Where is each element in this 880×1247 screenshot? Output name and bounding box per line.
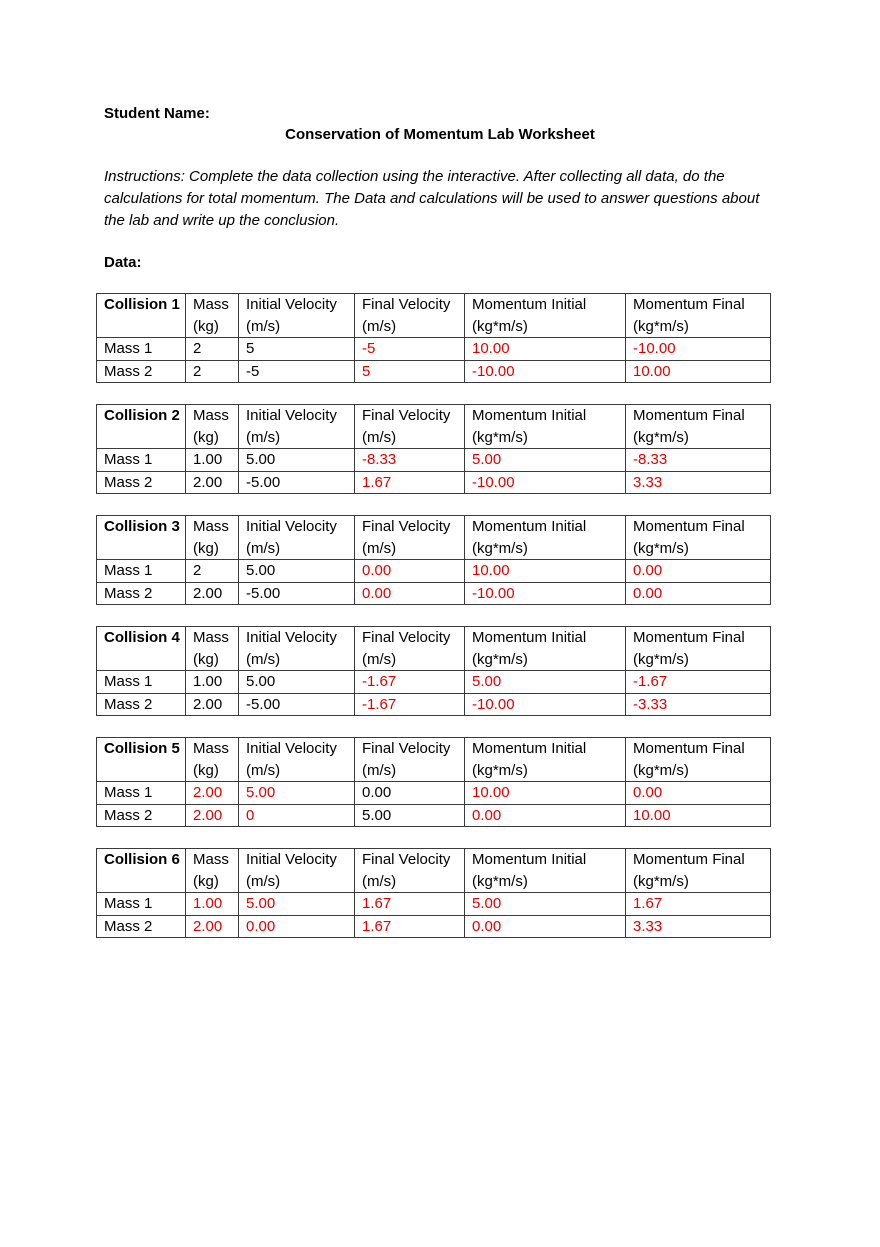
- column-header-line: (kg*m/s): [472, 539, 528, 557]
- column-header-line: Initial Velocity: [246, 407, 337, 424]
- column-header-line: (kg*m/s): [633, 539, 689, 557]
- cell-vi: -5.00: [239, 582, 355, 605]
- column-header-vf: [355, 405, 465, 449]
- column-header-mass: [186, 849, 239, 893]
- collision-title: Collision 2: [97, 405, 186, 449]
- column-header-mass: [186, 516, 239, 560]
- column-header-line: Momentum Initial: [472, 629, 587, 646]
- collision-tables: [96, 293, 770, 959]
- column-header-line: (kg*m/s): [472, 761, 528, 779]
- collision-table: [96, 515, 771, 605]
- collision-table: [96, 404, 771, 494]
- column-header-line: (kg): [193, 317, 219, 335]
- column-header-line: Initial Velocity: [246, 296, 337, 313]
- cell-vf: -1.67: [355, 671, 465, 694]
- cell-vf: 1.67: [355, 893, 465, 916]
- cell-vi: 5: [239, 338, 355, 361]
- cell-mass: 2.00: [186, 804, 239, 827]
- table-header-row: [97, 294, 771, 338]
- column-header-pf: [626, 849, 771, 893]
- column-header-line: (kg*m/s): [472, 650, 528, 668]
- column-header-line: (m/s): [246, 539, 281, 557]
- column-header-line: (kg*m/s): [633, 872, 689, 890]
- collision-title: Collision 4: [97, 627, 186, 671]
- column-header-line: Final Velocity: [362, 851, 451, 868]
- column-header-line: Momentum Final: [633, 518, 745, 535]
- column-header-line: Final Velocity: [362, 740, 451, 757]
- cell-pf: 0.00: [626, 582, 771, 605]
- column-header-line: (m/s): [362, 317, 397, 335]
- cell-mass: 2: [186, 560, 239, 583]
- cell-pi: -10.00: [465, 471, 626, 494]
- cell-pi: -10.00: [465, 360, 626, 383]
- column-header-line: Mass: [193, 407, 229, 424]
- row-label: Mass 1: [97, 560, 186, 583]
- table-row: [97, 915, 771, 938]
- table-row: [97, 671, 771, 694]
- column-header-pi: [465, 294, 626, 338]
- column-header-line: (kg*m/s): [633, 761, 689, 779]
- table-row: [97, 560, 771, 583]
- table-header-row: [97, 627, 771, 671]
- column-header-pf: [626, 405, 771, 449]
- cell-vi: -5.00: [239, 693, 355, 716]
- column-header-vf: [355, 516, 465, 560]
- cell-pf: 0.00: [626, 560, 771, 583]
- column-header-pf: [626, 516, 771, 560]
- cell-vi: -5.00: [239, 471, 355, 494]
- cell-pf: -1.67: [626, 671, 771, 694]
- column-header-line: Momentum Initial: [472, 518, 587, 535]
- column-header-line: Mass: [193, 296, 229, 313]
- cell-pf: 1.67: [626, 893, 771, 916]
- column-header-line: (m/s): [246, 428, 281, 446]
- table-header-row: [97, 405, 771, 449]
- collision-title: Collision 5: [97, 738, 186, 782]
- cell-vi: 5.00: [239, 449, 355, 472]
- cell-pf: -8.33: [626, 449, 771, 472]
- column-header-line: (kg*m/s): [633, 428, 689, 446]
- cell-vi: 5.00: [239, 671, 355, 694]
- column-header-line: (m/s): [362, 428, 397, 446]
- column-header-line: Momentum Final: [633, 629, 745, 646]
- column-header-line: (m/s): [246, 872, 281, 890]
- cell-pf: -10.00: [626, 338, 771, 361]
- row-label: Mass 2: [97, 804, 186, 827]
- collision-table: [96, 848, 771, 938]
- cell-vf: 1.67: [355, 915, 465, 938]
- cell-vf: -5: [355, 338, 465, 361]
- row-label: Mass 1: [97, 671, 186, 694]
- cell-mass: 2.00: [186, 693, 239, 716]
- column-header-line: Initial Velocity: [246, 740, 337, 757]
- column-header-pf: [626, 738, 771, 782]
- row-label: Mass 2: [97, 360, 186, 383]
- cell-pi: 10.00: [465, 338, 626, 361]
- table-header-row: [97, 849, 771, 893]
- table-row: [97, 804, 771, 827]
- table-header-row: [97, 738, 771, 782]
- cell-vi: 5.00: [239, 782, 355, 805]
- cell-vi: 0.00: [239, 915, 355, 938]
- page-title: Conservation of Momentum Lab Worksheet: [285, 126, 595, 143]
- column-header-pi: [465, 627, 626, 671]
- column-header-mass: [186, 294, 239, 338]
- cell-vf: 5.00: [355, 804, 465, 827]
- cell-pi: -10.00: [465, 582, 626, 605]
- table-row: [97, 582, 771, 605]
- column-header-line: Initial Velocity: [246, 851, 337, 868]
- column-header-line: Mass: [193, 851, 229, 868]
- column-header-line: (m/s): [362, 761, 397, 779]
- column-header-mass: [186, 627, 239, 671]
- column-header-pi: [465, 516, 626, 560]
- column-header-line: Final Velocity: [362, 407, 451, 424]
- cell-mass: 2.00: [186, 915, 239, 938]
- column-header-pf: [626, 294, 771, 338]
- column-header-line: (m/s): [246, 317, 281, 335]
- column-header-mass: [186, 405, 239, 449]
- column-header-vf: [355, 627, 465, 671]
- cell-pf: 3.33: [626, 471, 771, 494]
- cell-mass: 2.00: [186, 782, 239, 805]
- column-header-line: Mass: [193, 629, 229, 646]
- table-row: [97, 782, 771, 805]
- cell-pf: 10.00: [626, 360, 771, 383]
- collision-table: [96, 737, 771, 827]
- cell-pi: 5.00: [465, 449, 626, 472]
- column-header-line: (m/s): [246, 761, 281, 779]
- column-header-line: (kg): [193, 539, 219, 557]
- column-header-line: Momentum Final: [633, 296, 745, 313]
- column-header-vi: [239, 627, 355, 671]
- column-header-vi: [239, 294, 355, 338]
- column-header-mass: [186, 738, 239, 782]
- cell-vf: -8.33: [355, 449, 465, 472]
- column-header-line: (m/s): [362, 539, 397, 557]
- cell-pf: 10.00: [626, 804, 771, 827]
- column-header-line: (kg*m/s): [633, 650, 689, 668]
- cell-mass: 1.00: [186, 671, 239, 694]
- cell-vf: -1.67: [355, 693, 465, 716]
- column-header-line: Final Velocity: [362, 296, 451, 313]
- collision-table: [96, 626, 771, 716]
- column-header-vf: [355, 738, 465, 782]
- cell-mass: 1.00: [186, 893, 239, 916]
- column-header-line: Momentum Initial: [472, 740, 587, 757]
- cell-vi: 5.00: [239, 560, 355, 583]
- cell-pi: -10.00: [465, 693, 626, 716]
- cell-vf: 0.00: [355, 582, 465, 605]
- column-header-line: (m/s): [362, 872, 397, 890]
- column-header-line: Momentum Initial: [472, 407, 587, 424]
- cell-pi: 5.00: [465, 893, 626, 916]
- instructions-text: Instructions: Complete the data collection using the interactive. After collecting all data, do the calculations for total momentum. The Data and calculations will be used to answer questions about the lab and write up the conclusion.: [104, 168, 760, 229]
- cell-pf: 0.00: [626, 782, 771, 805]
- row-label: Mass 1: [97, 338, 186, 361]
- table-row: [97, 893, 771, 916]
- cell-mass: 2.00: [186, 471, 239, 494]
- row-label: Mass 2: [97, 471, 186, 494]
- cell-mass: 1.00: [186, 449, 239, 472]
- cell-pi: 10.00: [465, 560, 626, 583]
- table-row: [97, 693, 771, 716]
- column-header-pi: [465, 405, 626, 449]
- cell-pi: 0.00: [465, 804, 626, 827]
- collision-table: [96, 293, 771, 383]
- column-header-pi: [465, 849, 626, 893]
- table-header-row: [97, 516, 771, 560]
- column-header-line: Mass: [193, 518, 229, 535]
- cell-pf: 3.33: [626, 915, 771, 938]
- column-header-vi: [239, 405, 355, 449]
- table-row: [97, 449, 771, 472]
- cell-pi: 0.00: [465, 915, 626, 938]
- student-name-label: Student Name:: [104, 105, 210, 122]
- row-label: Mass 1: [97, 449, 186, 472]
- table-row: [97, 471, 771, 494]
- cell-vf: 5: [355, 360, 465, 383]
- column-header-vf: [355, 849, 465, 893]
- column-header-line: (kg): [193, 650, 219, 668]
- cell-vi: 5.00: [239, 893, 355, 916]
- column-header-line: Initial Velocity: [246, 518, 337, 535]
- data-heading: Data:: [104, 254, 142, 271]
- column-header-line: Momentum Final: [633, 851, 745, 868]
- cell-pi: 5.00: [465, 671, 626, 694]
- column-header-vf: [355, 294, 465, 338]
- column-header-vi: [239, 738, 355, 782]
- column-header-line: (kg): [193, 872, 219, 890]
- column-header-line: (kg*m/s): [472, 317, 528, 335]
- cell-vi: 0: [239, 804, 355, 827]
- table-row: [97, 338, 771, 361]
- row-label: Mass 2: [97, 693, 186, 716]
- cell-pi: 10.00: [465, 782, 626, 805]
- column-header-line: Momentum Initial: [472, 851, 587, 868]
- column-header-line: (kg*m/s): [472, 428, 528, 446]
- column-header-line: (m/s): [362, 650, 397, 668]
- cell-mass: 2.00: [186, 582, 239, 605]
- row-label: Mass 1: [97, 782, 186, 805]
- column-header-line: Final Velocity: [362, 518, 451, 535]
- column-header-pf: [626, 627, 771, 671]
- collision-title: Collision 1: [97, 294, 186, 338]
- column-header-line: (kg*m/s): [633, 317, 689, 335]
- column-header-line: (kg): [193, 761, 219, 779]
- column-header-line: Final Velocity: [362, 629, 451, 646]
- row-label: Mass 2: [97, 582, 186, 605]
- column-header-line: (kg): [193, 428, 219, 446]
- column-header-pi: [465, 738, 626, 782]
- collision-title: Collision 3: [97, 516, 186, 560]
- cell-pf: -3.33: [626, 693, 771, 716]
- row-label: Mass 1: [97, 893, 186, 916]
- table-row: [97, 360, 771, 383]
- column-header-vi: [239, 849, 355, 893]
- cell-vf: 0.00: [355, 782, 465, 805]
- column-header-line: Momentum Final: [633, 740, 745, 757]
- cell-mass: 2: [186, 338, 239, 361]
- column-header-vi: [239, 516, 355, 560]
- cell-vi: -5: [239, 360, 355, 383]
- cell-vf: 0.00: [355, 560, 465, 583]
- column-header-line: Initial Velocity: [246, 629, 337, 646]
- cell-mass: 2: [186, 360, 239, 383]
- column-header-line: (kg*m/s): [472, 872, 528, 890]
- collision-title: Collision 6: [97, 849, 186, 893]
- row-label: Mass 2: [97, 915, 186, 938]
- column-header-line: Mass: [193, 740, 229, 757]
- column-header-line: Momentum Final: [633, 407, 745, 424]
- column-header-line: Momentum Initial: [472, 296, 587, 313]
- column-header-line: (m/s): [246, 650, 281, 668]
- cell-vf: 1.67: [355, 471, 465, 494]
